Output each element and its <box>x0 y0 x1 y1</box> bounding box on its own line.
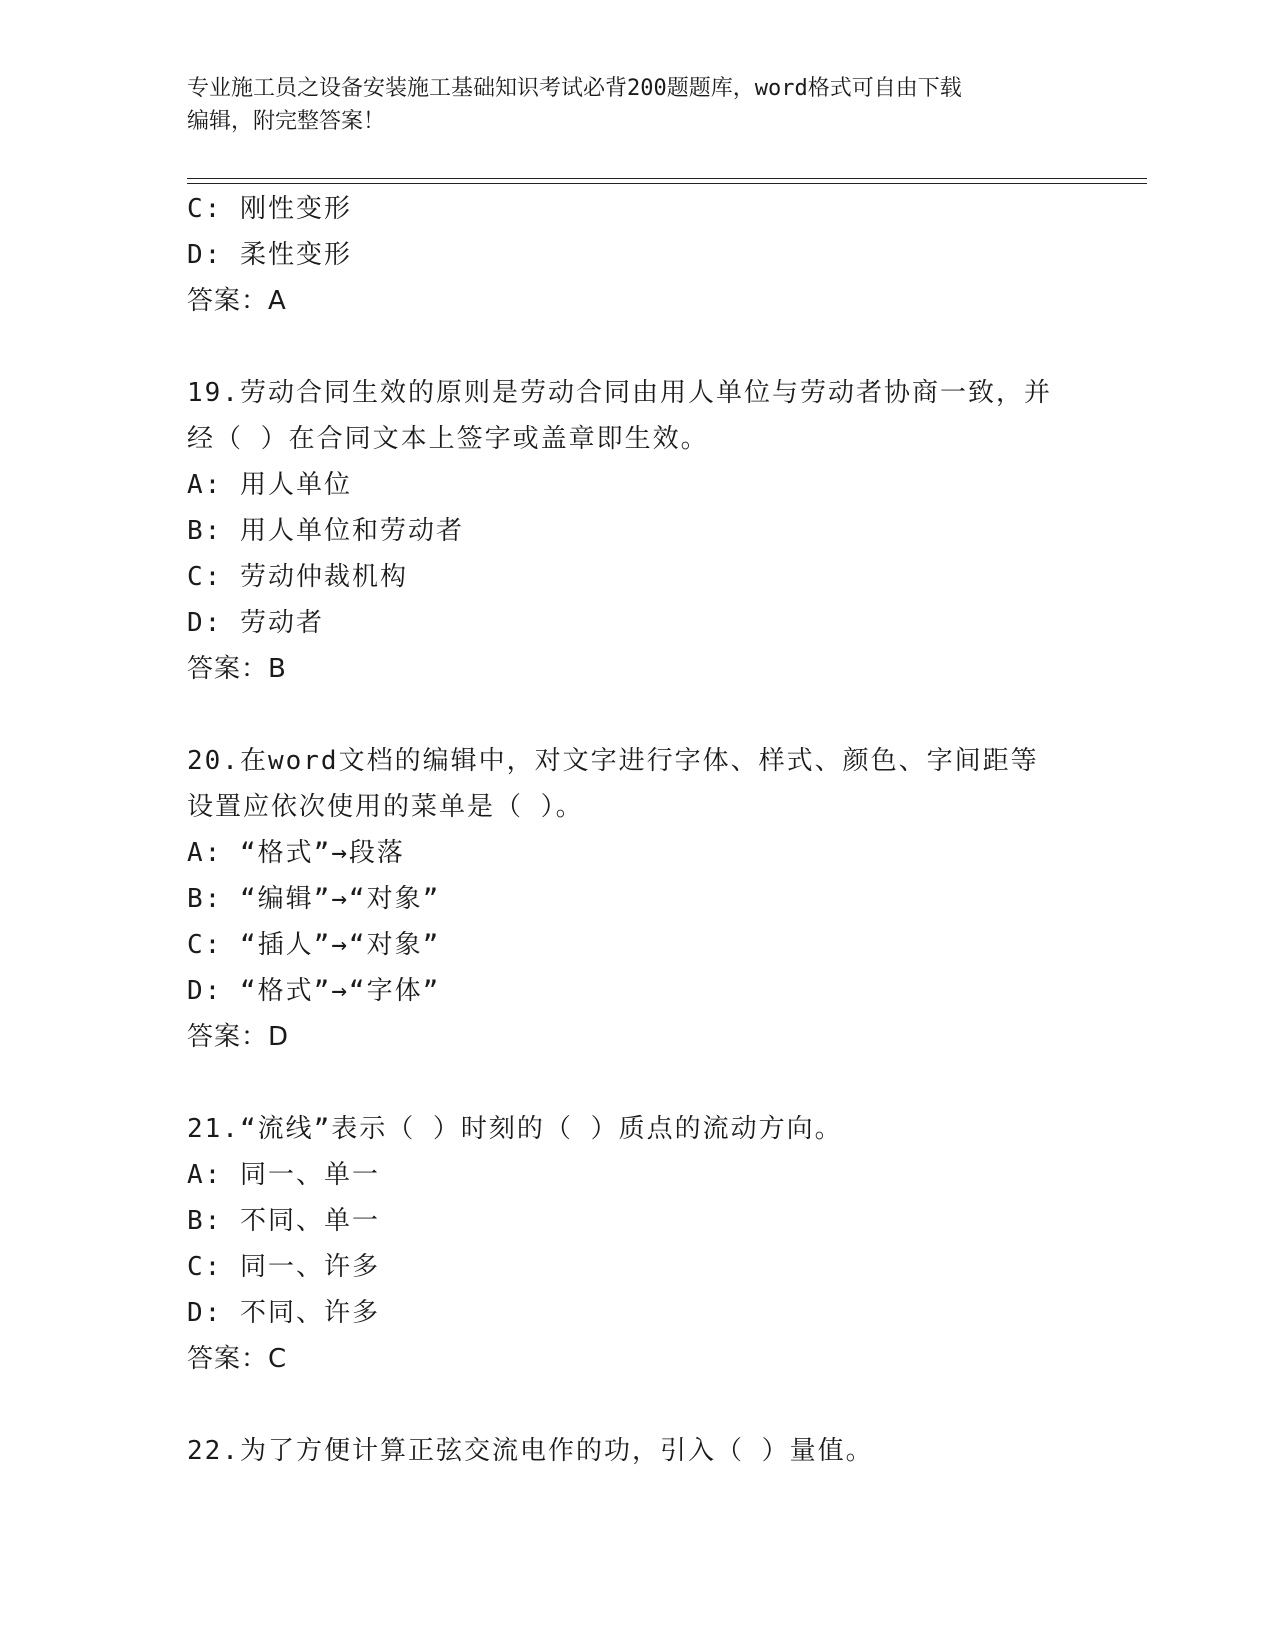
option-c: C: 刚性变形 <box>187 194 352 224</box>
question-list <box>187 186 1087 1474</box>
option-a: A: 同一、单一 <box>187 1160 380 1190</box>
header-divider-top <box>187 178 1147 179</box>
answer: 答案：B <box>187 654 287 684</box>
question-22 <box>187 1428 1087 1474</box>
option-c: C: “插人”→“对象” <box>187 930 441 960</box>
option-c: C: 劳动仲裁机构 <box>187 562 408 592</box>
page-header <box>187 72 1087 138</box>
question-21 <box>187 1106 1087 1382</box>
spacer <box>187 692 1087 738</box>
option-b: B: 用人单位和劳动者 <box>187 516 464 546</box>
answer: 答案：A <box>187 286 287 316</box>
question-stem: 21.“流线”表示（ ）时刻的（ ）质点的流动方向。 <box>187 1114 843 1144</box>
header-line-1: 专业施工员之设备安装施工基础知识考试必背200题题库，word格式可自由下载 <box>187 76 962 101</box>
option-a: A: “格式”→段落 <box>187 838 405 868</box>
spacer <box>187 1060 1087 1106</box>
spacer <box>187 324 1087 370</box>
spacer <box>187 1382 1087 1428</box>
question-stem: 20.在word文档的编辑中，对文字进行字体、样式、颜色、字间距等 <box>187 746 1039 776</box>
question-stem: 22.为了方便计算正弦交流电作的功，引入（ ）量值。 <box>187 1436 874 1466</box>
header-divider-bottom <box>187 183 1147 184</box>
option-d: D: 柔性变形 <box>187 240 352 270</box>
question-stem: 设置应依次使用的菜单是（ ）。 <box>187 792 584 822</box>
question-20 <box>187 738 1087 1060</box>
question-18 <box>187 186 1087 324</box>
option-d: D: 不同、许多 <box>187 1298 380 1328</box>
question-19 <box>187 370 1087 692</box>
question-stem: 经（ ）在合同文本上签字或盖章即生效。 <box>187 424 709 454</box>
option-d: D: 劳动者 <box>187 608 324 638</box>
answer: 答案：C <box>187 1344 288 1374</box>
option-b: B: 不同、单一 <box>187 1206 380 1236</box>
option-a: A: 用人单位 <box>187 470 352 500</box>
option-c: C: 同一、许多 <box>187 1252 380 1282</box>
option-d: D: “格式”→“字体” <box>187 976 441 1006</box>
header-line-2: 编辑，附完整答案！ <box>187 109 386 134</box>
option-b: B: “编辑”→“对象” <box>187 884 441 914</box>
question-stem: 19.劳动合同生效的原则是劳动合同由用人单位与劳动者协商一致，并 <box>187 378 1052 408</box>
answer: 答案：D <box>187 1022 290 1052</box>
